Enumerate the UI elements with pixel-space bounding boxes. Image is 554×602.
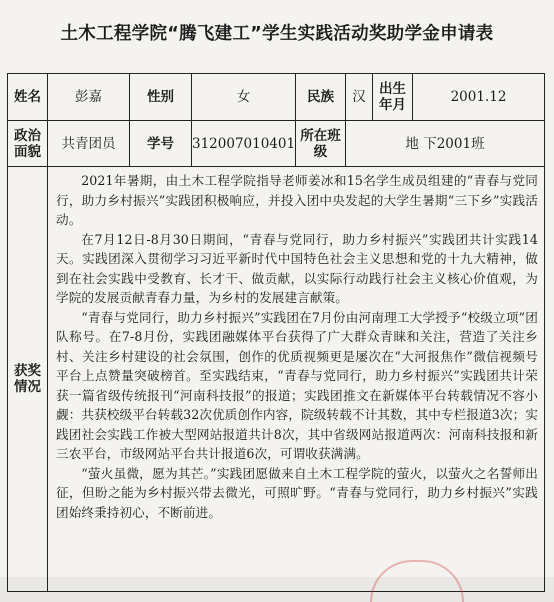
name-label: 姓名 bbox=[8, 74, 48, 121]
political-status-label: 政治面貌 bbox=[8, 121, 48, 167]
student-id-label: 学号 bbox=[130, 121, 192, 167]
personal-info-row bbox=[8, 74, 545, 121]
political-status-value: 共青团员 bbox=[48, 121, 130, 167]
awards-paragraph: “萤火虽微，愿为其芒。”实践团愿做来自土木工程学院的萤火，以萤火之名誓师出征，但盼之能为乡村振兴带去微光，可照旷野。“青春与党同行，助力乡村振兴”实践团始终秉持初心，不断前进。 bbox=[56, 465, 538, 520]
gender-value: 女 bbox=[192, 74, 296, 121]
ethnicity-value: 汉 bbox=[346, 74, 373, 121]
birth-label: 出生年月 bbox=[373, 74, 413, 121]
form-title: 土木工程学院“腾飞建工”学生实践活动奖助学金申请表 bbox=[60, 24, 494, 44]
application-table bbox=[7, 73, 545, 592]
gender-label: 性别 bbox=[130, 74, 192, 121]
class-label: 所在班级 bbox=[296, 121, 346, 167]
birth-value: 2001.12 bbox=[413, 74, 545, 121]
awards-paragraph: “青春与党同行，助力乡村振兴”实践团在7月份由河南理工大学授予“校级立项”团队称号。在7-8月份，实践团融媒体平台获得了广大群众青睐和关注，营造了关注乡村、关注乡村建设的社会氛围，创作的优质视频更是屡次在“大河报焦作”微信视频号平台上点赞量突破榜首。至实践结束，“青春与党同行，助力乡村振兴”实践团共计荣获一篇省级传统报刊“河南科技报”的报道；实践团推文在新媒体平台转载情况不容小觑：共获校级平台转载32次优质创作内容，院级转载不计其数，其中专栏报道3次；实践团社会实践工作被大型网站报道共计8次，其中省级网站报道两次：河南科技报和新三农平台，市级网站平台共计报道6次，可谓收获满满。 bbox=[56, 309, 538, 461]
awards-label: 获奖情况 bbox=[8, 167, 48, 592]
awards-content bbox=[48, 167, 545, 592]
awards-paragraph: 2021年暑期，由土木工程学院指导老师姜冰和15名学生成员组建的“青春与党同行，助力乡村振兴”实践团积极响应，并投入团中央发起的大学生暑期“三下乡”实践活动。 bbox=[56, 173, 538, 227]
student-id-value: 312007010401 bbox=[192, 121, 296, 167]
academic-info-row bbox=[8, 121, 545, 167]
name-value: 彭嘉 bbox=[48, 74, 130, 121]
awards-paragraph: 在7月12日-8月30日期间，“青春与党同行，助力乡村振兴”实践团共计实践14天。实践团深入贯彻学习习近平新时代中国特色社会主义思想和党的十九大精神，做到在社会实践中受教育、长才干、做贡献，以实际行动践行社会主义核心价值观，为学院的发展贡献青春力量，为乡村的发展建言献策。 bbox=[56, 231, 538, 305]
ethnicity-label: 民族 bbox=[296, 74, 346, 121]
awards-row bbox=[8, 167, 545, 592]
class-value: 地 下2001班 bbox=[346, 121, 545, 167]
